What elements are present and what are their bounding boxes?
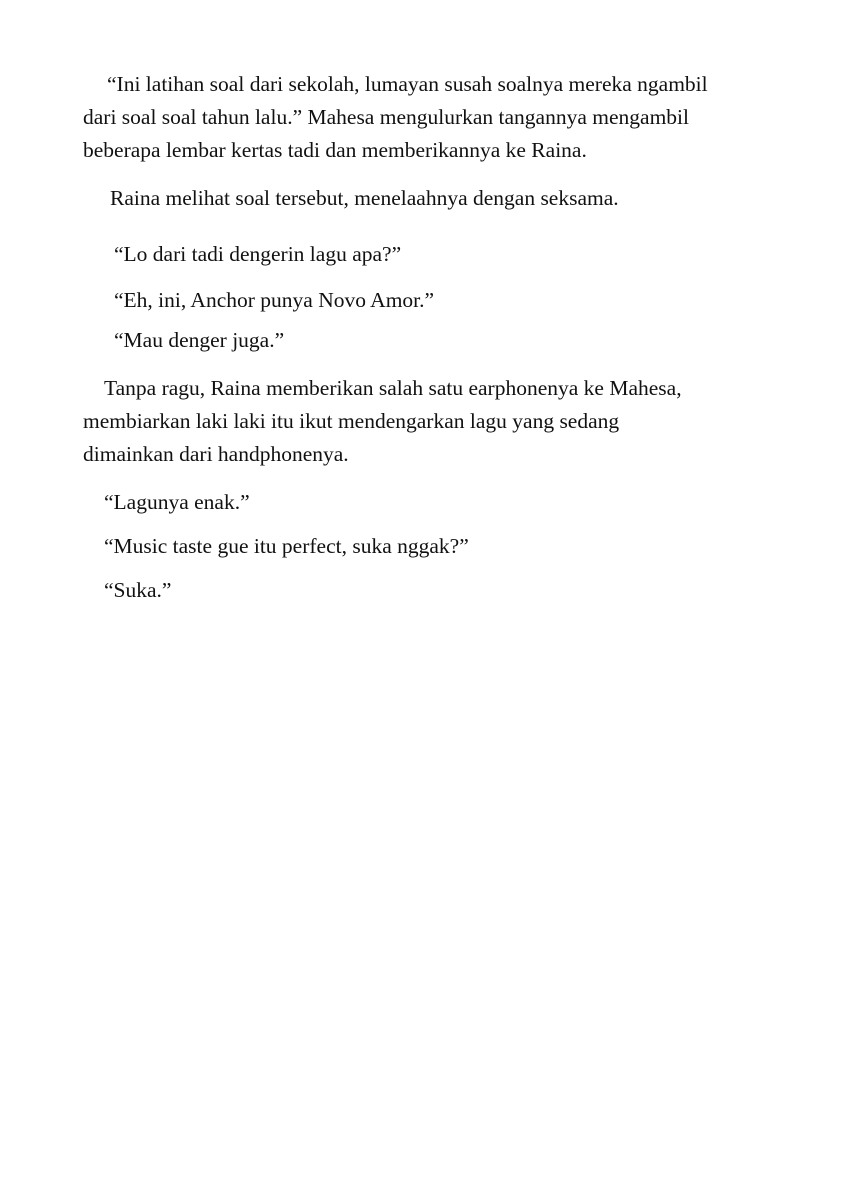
paragraph bbox=[83, 372, 783, 471]
text-line: “Ini latihan soal dari sekolah, lumayan susah soalnya mereka ngambil bbox=[107, 72, 708, 96]
text-line: “Mau denger juga.” bbox=[114, 328, 285, 352]
paragraph bbox=[83, 324, 783, 357]
text-line: “Music taste gue itu perfect, suka nggak?” bbox=[104, 534, 469, 558]
paragraph bbox=[83, 574, 783, 607]
paragraph bbox=[83, 486, 783, 519]
text-line: “Lo dari tadi dengerin lagu apa?” bbox=[114, 242, 402, 266]
text-line: beberapa lembar kertas tadi dan memberikannya ke Raina. bbox=[83, 138, 587, 162]
paragraph bbox=[83, 530, 783, 563]
text-line: “Lagunya enak.” bbox=[104, 490, 250, 514]
text-line: Tanpa ragu, Raina memberikan salah satu earphonenya ke Mahesa, bbox=[104, 376, 682, 400]
text-line: membiarkan laki laki itu ikut mendengarkan lagu yang sedang bbox=[83, 409, 620, 433]
paragraph bbox=[83, 238, 783, 271]
text-line: “Eh, ini, Anchor punya Novo Amor.” bbox=[114, 288, 435, 312]
text-line: “Suka.” bbox=[104, 578, 172, 602]
paragraph bbox=[83, 68, 783, 167]
paragraph bbox=[83, 284, 783, 317]
paragraph bbox=[83, 182, 783, 215]
text-line: Raina melihat soal tersebut, menelaahnya dengan seksama. bbox=[110, 186, 619, 210]
text-line: dari soal soal tahun lalu.” Mahesa mengulurkan tangannya mengambil bbox=[83, 105, 689, 129]
text-line: dimainkan dari handphonenya. bbox=[83, 442, 349, 466]
